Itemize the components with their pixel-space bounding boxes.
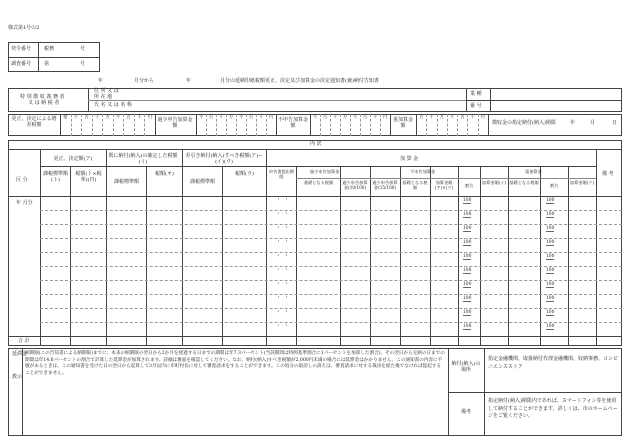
digit-unit-label: 万 [105, 114, 110, 119]
percent-marker: 100 [546, 268, 555, 273]
percent-marker: 100 [463, 324, 472, 329]
percent-marker: 100 [463, 268, 472, 273]
row-dot: ・ [284, 281, 290, 287]
row-dot: ・ [276, 239, 282, 245]
percent-marker: 100 [546, 324, 555, 329]
digit-unit-label: 十 [219, 114, 224, 119]
p-heavy-rate-header: 割合 [464, 183, 474, 188]
code-label: 業 種 [470, 91, 482, 97]
percent-marker: 100 [546, 282, 555, 287]
title-month-from: 月分から [134, 78, 155, 84]
digit-unit-label: 百 [460, 114, 465, 119]
digit-unit-label: 円 [383, 114, 388, 119]
notes-text: 納期限(この告知書による納期限)までに、本来の納期限の翌日から2か月を経過する日までの期間は年7.3パーセント(当該期間は特例基準割合に1パーセントを加算した割合)、その翌日から完納の日までの期間は年14.6パーセントの割合で計算した延滞金が加算されます。詳細は裏面を確認してください。なお、納付(納入)すべき税額が2,000円未満の場合には延滞金はかかりません。この通知書の内容に不服があるときは、この通知書を受けた日の翌日から起算して3月以内に市町村長に対して審査請求をすることができます。この処分の取消しの訴えは、審査請求に対する裁決を経た後でなければ提起することができません。 [25, 351, 445, 376]
digit-unit-label: 万 [439, 114, 444, 119]
row-dot: ・ [276, 253, 282, 259]
percent-marker: 100 [546, 198, 555, 203]
form-number: 様式第1号の2 [8, 25, 40, 31]
p-nonfile-header: 不申告加算金 [410, 169, 436, 174]
notes-remarks-label: 備考 [460, 409, 471, 415]
row-dot: ・ [284, 239, 290, 245]
sub-tax3-header: 税額(ウ) [235, 171, 254, 177]
digit-unit-label: 千 [313, 114, 318, 119]
digit-unit-label: 円 [147, 114, 152, 119]
percent-marker: 100 [546, 296, 555, 301]
digit-unit-label: 十 [470, 114, 475, 119]
nonfiling-digits [310, 114, 390, 136]
digit-unit-label: 百 [419, 114, 424, 119]
category-label: 区 分 [16, 177, 28, 183]
addr-label: 住 所 又 は [94, 88, 119, 94]
digit-unit-label: 千 [116, 114, 121, 119]
remarks-header: 備 考 [602, 171, 614, 177]
p-rate2-header: 基礎となる税額 [402, 180, 428, 190]
survey-label: 調査番号 [11, 61, 32, 67]
row-label: 年 月分 [16, 200, 33, 206]
p-amt2-header: 加算金額(イ) [481, 180, 507, 185]
percent-marker: 100 [546, 226, 555, 231]
nonfiling-label: 不申告加算金額 [277, 117, 308, 129]
total-label: 合 計 [18, 338, 30, 344]
digit-unit-label: 千 [199, 114, 204, 119]
p-heavy-rate2-header: 割合 [549, 183, 559, 188]
payment-place-label: 納付(納入)の場所 [451, 361, 481, 373]
percent-marker: 100 [463, 254, 472, 259]
p-under-header: 過少申告加算金 [310, 169, 340, 174]
increase-label: 更正、決定による増差税額 [11, 116, 57, 128]
row-dot: ・ [284, 267, 290, 273]
row-dot: ・ [284, 295, 290, 301]
digit-unit-label: 百 [363, 114, 368, 119]
digit-unit-label: 百 [249, 114, 254, 119]
digit-unit-label: 千 [239, 114, 244, 119]
corrected-header: 更正、決定額(ア) [53, 156, 93, 162]
digit-unit-label: 円 [269, 114, 274, 119]
percent-marker: 100 [463, 212, 472, 217]
row-dot: ・ [276, 225, 282, 231]
percent-marker: 100 [463, 310, 472, 315]
diff-header: 差引き納付(納入)すべき税額(ア)−(イ)(ウ) [185, 153, 263, 165]
increase-digits [60, 114, 155, 136]
digit-unit-label: 十 [259, 114, 264, 119]
deadline-day: 日 [612, 120, 618, 126]
penalties-header: 加 算 金 [400, 156, 419, 162]
percent-marker: 100 [463, 296, 472, 301]
percent-marker: 100 [546, 310, 555, 315]
percent-marker: 100 [463, 198, 472, 203]
p-amt1-header: 加算金額(ア)×(ク) [434, 180, 454, 190]
p-heavy-amt-header: 加算金額(ク) [569, 180, 595, 185]
digit-unit-label: 千 [73, 114, 79, 119]
row-dot: ・ [276, 309, 282, 315]
deadline-label: 徴収金の指定納付(納入)期限 [492, 120, 556, 126]
row-dot: ・ [276, 197, 282, 203]
addr-label2: 所 在 地 [94, 94, 113, 100]
p-rate3-header: 基礎となる税額 [509, 180, 539, 185]
row-dot: ・ [284, 253, 290, 259]
digit-unit-label: 円 [480, 114, 486, 119]
percent-marker: 100 [463, 240, 472, 245]
notes-side2: 教示 [12, 374, 23, 380]
row-dot: ・ [276, 211, 282, 217]
p-calc-header: 申告書提出期限 [268, 169, 295, 179]
digit-unit-label: 百 [323, 114, 328, 119]
digit-unit-label: 百 [126, 114, 131, 119]
percent-marker: 100 [546, 254, 555, 259]
digit-unit-label: 十 [94, 114, 100, 119]
row-dot: ・ [284, 211, 290, 217]
digit-unit-label: 百 [84, 114, 89, 119]
percent-marker: 100 [546, 212, 555, 217]
digit-unit-label: 千 [450, 114, 455, 119]
p-under10-header: 過少申告加算金(10/100) [342, 180, 368, 190]
payment-place-text: 指定金融機関、取扱納付代理金融機関、収納事務、コンビニエンスストア [488, 356, 619, 370]
sub-tax2-header: 税額(オ) [155, 171, 174, 177]
row-dot: ・ [276, 281, 282, 287]
under-penalty-label: 過少申告加算金額 [157, 117, 193, 129]
sub-base3-header: 課税標準額 [189, 179, 215, 185]
breakdown-title: 内 訳 [310, 141, 322, 147]
digit-unit-label: 十 [373, 114, 378, 119]
deadline-year: 年 [570, 120, 576, 126]
taxpayer-label2: 又 は 納 税 者 [28, 100, 60, 106]
survey-suffix: 号 [80, 61, 86, 67]
deadline-month: 月 [590, 120, 596, 126]
digit-unit-label: 万 [343, 114, 348, 119]
digit-unit-label: 万 [229, 114, 234, 119]
row-dot: ・ [276, 323, 282, 329]
name-label: 氏 名 又 は 名 称 [94, 102, 132, 108]
digit-unit-label: 千 [353, 114, 358, 119]
percent-marker: 100 [463, 282, 472, 287]
sub-base2-header: 課税標準額 [113, 179, 139, 185]
digit-unit-label: 億 [63, 114, 68, 119]
digit-unit-label: 十 [333, 114, 338, 119]
under-penalty-digits [196, 114, 276, 136]
percent-marker: 100 [546, 240, 555, 245]
title-year: 年 [98, 78, 104, 84]
num-label: 番 号 [470, 103, 482, 109]
notes-remarks-text: 指定納付(納入)期限内であれば、スマートフォン等を使用して納付することができます。詳しくは、市のホームページをご覧ください。 [488, 398, 618, 419]
p-rate-header: 基礎となる税額 [303, 180, 334, 185]
notes-side1: 延滞金 [12, 351, 28, 357]
issue-mid: 税務 [44, 46, 55, 52]
digit-unit-label: 十 [137, 114, 142, 119]
sub-tax-header: 税額(ト×税率)(円) [75, 171, 102, 183]
digit-unit-label: 百 [209, 114, 214, 119]
issue-suffix: 号 [80, 46, 86, 52]
percent-marker: 100 [463, 226, 472, 231]
row-dot: ・ [284, 309, 290, 315]
title-year2: 年 [186, 78, 192, 84]
p-heavy-header: 重加算金 [525, 169, 542, 174]
row-dot: ・ [276, 295, 282, 301]
row-dot: ・ [284, 323, 290, 329]
issue-label: 発令番号 [11, 46, 32, 52]
row-dot: ・ [276, 267, 282, 273]
p-under15-header: 過少申告加算金(15/100) [372, 180, 398, 190]
taxpayer-label: 特 別 徴 収 義 務 者 [20, 94, 65, 100]
title-text: 月分の延納印紙税額更正、決定及び加算金の決定通知書(兼)納付告知書 [220, 78, 379, 84]
paid-header: 既に納付(納入)の確定した税額(イ) [108, 153, 178, 165]
heavy-digits [416, 114, 488, 136]
survey-mid: 第 [44, 61, 50, 67]
sub-base-header: 課税標準額(ト) [42, 171, 68, 183]
digit-unit-label: 十 [429, 114, 434, 119]
heavy-label: 重加算金額 [392, 117, 413, 129]
row-dot: ・ [284, 197, 290, 203]
row-dot: ・ [284, 225, 290, 231]
